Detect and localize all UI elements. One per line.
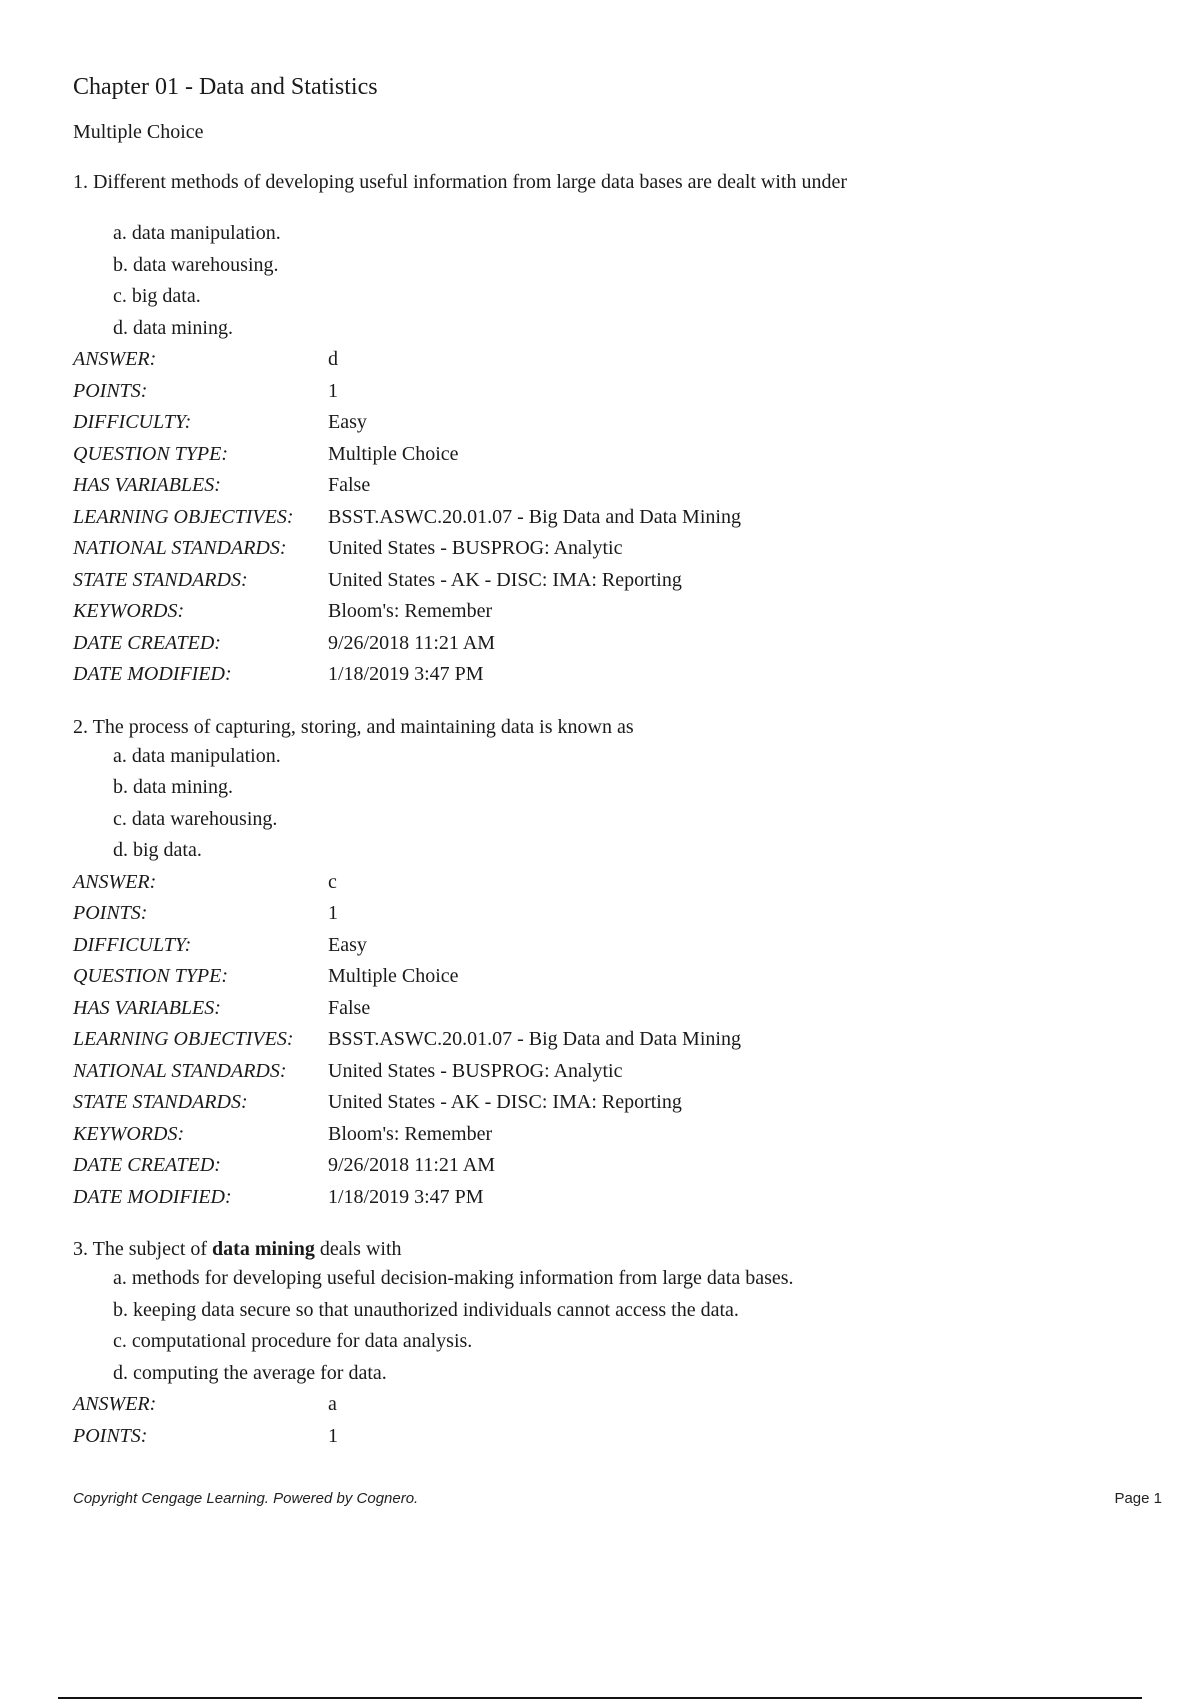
meta-label: DATE CREATED: xyxy=(73,631,221,654)
meta-label: DATE CREATED: xyxy=(73,1154,221,1176)
meta-value: a xyxy=(328,1393,337,1415)
stem-bold-term: data mining xyxy=(212,1238,315,1260)
meta-label: ANSWER: xyxy=(73,348,157,370)
meta-value: False xyxy=(328,996,371,1019)
meta-row-has-variables xyxy=(73,993,741,1025)
meta-label: NATIONAL STANDARDS: xyxy=(73,537,287,559)
meta-label: POINTS: xyxy=(73,1424,148,1447)
meta-row-keywords xyxy=(73,1119,741,1151)
meta-label: LEARNING OBJECTIVES: xyxy=(73,505,294,528)
stem-prefix: 3. The subject of xyxy=(73,1238,213,1260)
meta-row-national-standards xyxy=(73,1056,741,1088)
option-b: b. data mining. xyxy=(113,776,233,798)
meta-label: QUESTION TYPE: xyxy=(73,965,229,987)
meta-value: 9/26/2018 11:21 AM xyxy=(328,1154,496,1176)
meta-value: 1/18/2019 3:47 PM xyxy=(328,1185,484,1208)
meta-value: BSST.ASWC.20.01.07 - Big Data and Data Mining xyxy=(328,1028,741,1050)
meta-label: KEYWORDS: xyxy=(73,600,185,622)
meta-value: Multiple Choice xyxy=(328,442,459,465)
meta-row-points xyxy=(73,1421,338,1453)
meta-row-learning-objectives xyxy=(73,502,741,534)
question-2-stem: 2. The process of capturing, storing, and maintaining data is known as xyxy=(73,715,634,738)
meta-value: d xyxy=(328,348,338,370)
meta-label: DATE MODIFIED: xyxy=(73,663,232,685)
question-3 xyxy=(73,1235,1163,1452)
meta-label: HAS VARIABLES: xyxy=(73,996,221,1019)
footer-copyright: Copyright Cengage Learning. Powered by Cognero. xyxy=(73,1490,419,1507)
meta-row-date-created xyxy=(73,628,741,660)
question-3-stem xyxy=(73,1235,1163,1263)
meta-row-national-standards xyxy=(73,533,741,565)
footer-page-number: Page 1 xyxy=(1114,1490,1162,1507)
meta-row-answer xyxy=(73,1389,338,1421)
meta-value: United States - BUSPROG: Analytic xyxy=(328,537,623,559)
option-d: d. big data. xyxy=(113,839,202,861)
question-3-metadata xyxy=(73,1389,338,1452)
question-1-metadata xyxy=(73,344,741,691)
meta-label: DIFFICULTY: xyxy=(73,411,192,433)
option-a: a. data manipulation. xyxy=(113,222,281,244)
meta-row-state-standards xyxy=(73,565,741,597)
meta-value: False xyxy=(328,474,371,496)
meta-row-answer xyxy=(73,867,741,899)
meta-value: c xyxy=(328,870,337,893)
question-1-stem: 1. Different methods of developing useful information from large data bases are dealt with under xyxy=(73,171,848,193)
option-b: b. data warehousing. xyxy=(113,253,279,276)
meta-row-difficulty xyxy=(73,930,741,962)
meta-row-question-type xyxy=(73,439,741,471)
meta-value: Easy xyxy=(328,933,367,956)
option-c: c. computational procedure for data analysis. xyxy=(113,1330,473,1352)
meta-value: 1 xyxy=(328,902,338,924)
meta-label: STATE STANDARDS: xyxy=(73,1091,248,1113)
meta-value: BSST.ASWC.20.01.07 - Big Data and Data Mining xyxy=(328,505,741,528)
option-c: c. data warehousing. xyxy=(113,807,278,830)
meta-value: United States - BUSPROG: Analytic xyxy=(328,1059,623,1082)
meta-row-difficulty xyxy=(73,407,741,439)
meta-row-date-modified xyxy=(73,659,741,691)
meta-value: 1 xyxy=(328,1424,338,1447)
meta-value: 1/18/2019 3:47 PM xyxy=(328,663,484,685)
meta-label: DIFFICULTY: xyxy=(73,933,192,956)
meta-value: Easy xyxy=(328,411,367,433)
meta-label: NATIONAL STANDARDS: xyxy=(73,1059,287,1082)
meta-label: KEYWORDS: xyxy=(73,1122,185,1145)
question-1-options xyxy=(73,218,1163,344)
option-d: d. data mining. xyxy=(113,316,233,339)
meta-label: ANSWER: xyxy=(73,1393,157,1415)
meta-value: Bloom's: Remember xyxy=(328,600,493,622)
option-d: d. computing the average for data. xyxy=(113,1361,387,1384)
meta-row-points xyxy=(73,898,741,930)
meta-label: QUESTION TYPE: xyxy=(73,442,229,465)
question-3-options xyxy=(73,1263,1163,1389)
section-title: Multiple Choice xyxy=(73,121,204,143)
meta-label: ANSWER: xyxy=(73,870,157,893)
meta-row-question-type xyxy=(73,961,741,993)
question-1 xyxy=(73,168,1163,691)
option-b: b. keeping data secure so that unauthorized individuals cannot access the data. xyxy=(113,1298,739,1321)
page-bottom-divider xyxy=(58,1697,1142,1699)
meta-value: Multiple Choice xyxy=(328,965,459,987)
meta-row-date-created xyxy=(73,1150,741,1182)
meta-value: United States - AK - DISC: IMA: Reporting xyxy=(328,568,682,591)
stem-suffix: deals with xyxy=(314,1238,402,1260)
question-2 xyxy=(73,713,1163,1214)
meta-label: POINTS: xyxy=(73,902,148,924)
meta-label: POINTS: xyxy=(73,379,148,402)
meta-row-keywords xyxy=(73,596,741,628)
meta-label: LEARNING OBJECTIVES: xyxy=(73,1028,294,1050)
meta-label: DATE MODIFIED: xyxy=(73,1185,232,1208)
meta-row-state-standards xyxy=(73,1087,741,1119)
meta-value: 9/26/2018 11:21 AM xyxy=(328,631,496,654)
option-a: a. data manipulation. xyxy=(113,744,281,767)
question-2-metadata xyxy=(73,867,741,1214)
option-c: c. big data. xyxy=(113,285,201,307)
meta-row-date-modified xyxy=(73,1182,741,1214)
document-page xyxy=(73,70,1163,1452)
meta-row-answer xyxy=(73,344,741,376)
meta-row-has-variables xyxy=(73,470,741,502)
meta-value: Bloom's: Remember xyxy=(328,1122,493,1145)
meta-row-points xyxy=(73,376,741,408)
meta-label: HAS VARIABLES: xyxy=(73,474,221,496)
meta-value: 1 xyxy=(328,379,338,402)
chapter-title: Chapter 01 - Data and Statistics xyxy=(73,74,378,100)
meta-row-learning-objectives xyxy=(73,1024,741,1056)
meta-value: United States - AK - DISC: IMA: Reporting xyxy=(328,1091,682,1113)
meta-label: STATE STANDARDS: xyxy=(73,568,248,591)
option-a: a. methods for developing useful decision-making information from large data bases. xyxy=(113,1267,794,1289)
question-2-options xyxy=(73,741,1163,867)
